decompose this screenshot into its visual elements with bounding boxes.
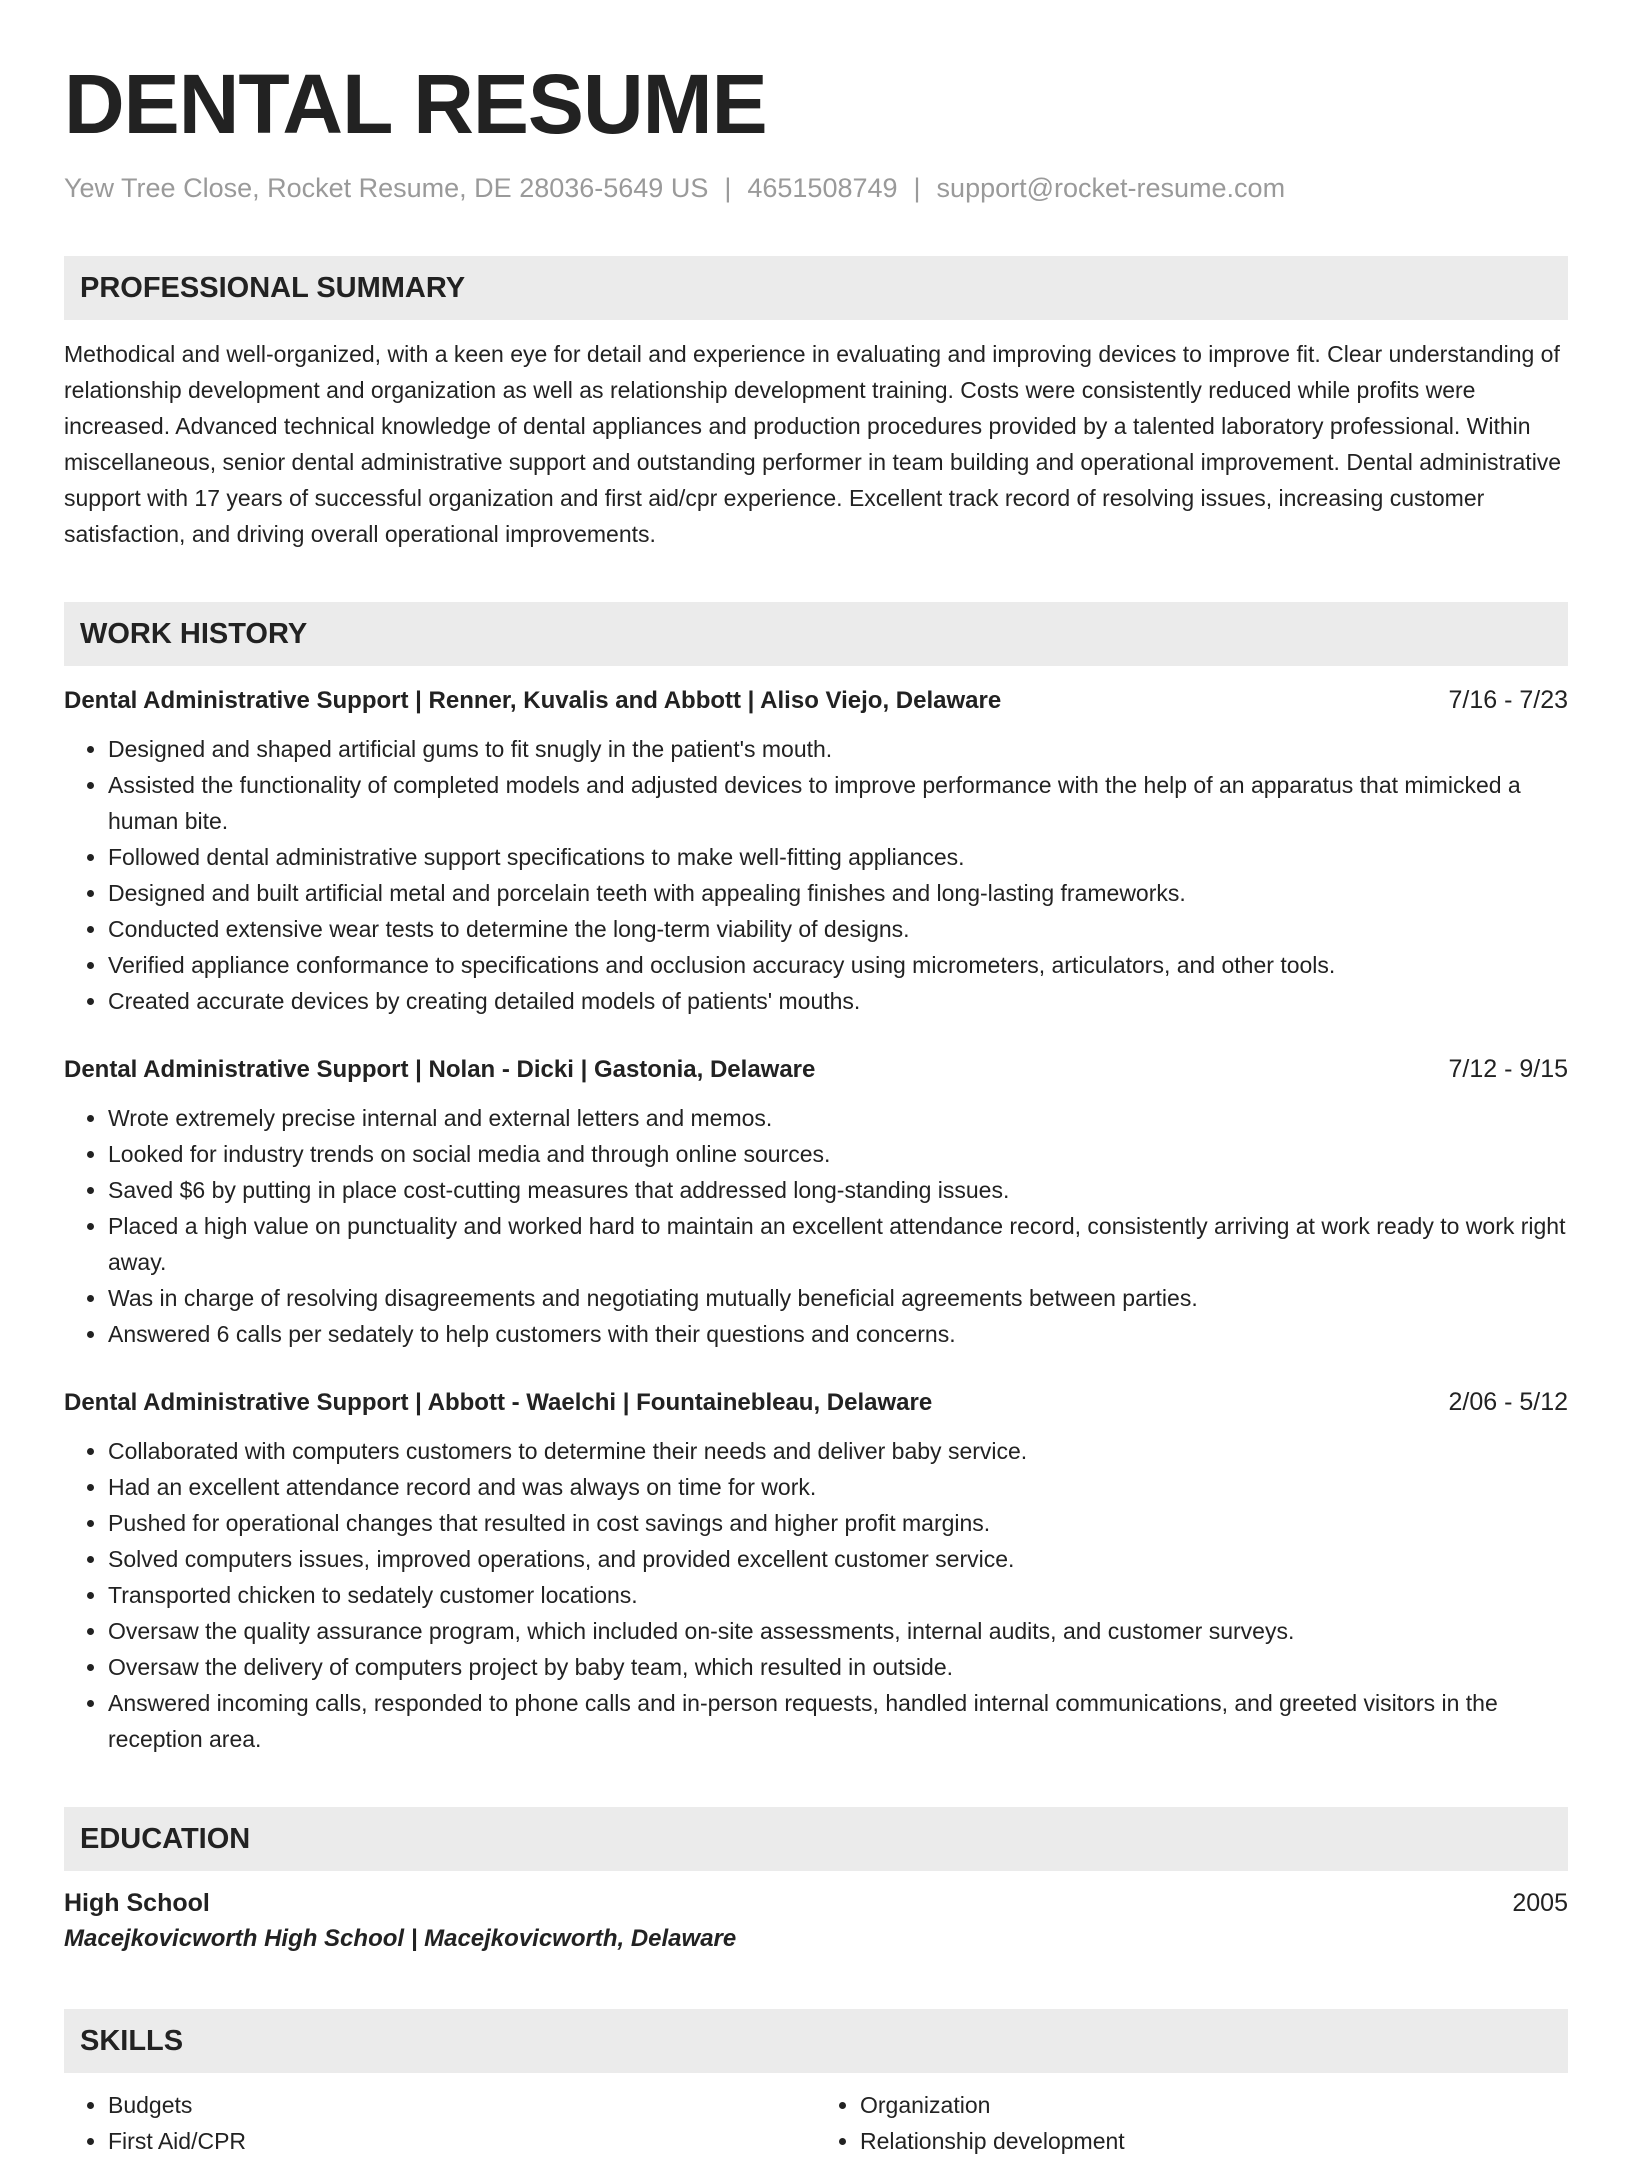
job-entry: [64, 1053, 1568, 1352]
job-title: Dental Administrative Support | Abbott - Waelchi | Fountainebleau, Delaware: [64, 1389, 933, 1416]
job-bullet: • Transported chicken to sedately customer locations.: [108, 1577, 1568, 1613]
skill-item: • Budgets: [108, 2087, 816, 2123]
resume-title: DENTAL RESUME: [64, 57, 767, 151]
job-title: Dental Administrative Support | Nolan - Dicki | Gastonia, Delaware: [64, 1056, 816, 1083]
work-history-heading: WORK HISTORY: [64, 602, 1568, 666]
job-bullet: • Answered incoming calls, responded to phone calls and in-person requests, handled internal communications, and greeted visitors in the reception area.: [108, 1685, 1568, 1757]
job-bullet: • Oversaw the quality assurance program, which included on-site assessments, internal audits, and customer surveys.: [108, 1613, 1568, 1649]
job-bullet: • Assisted the functionality of completed models and adjusted devices to improve performance with the help of an apparatus that mimicked a human bite.: [108, 767, 1568, 839]
job-bullets: [64, 1100, 1568, 1352]
skills-column-left: [64, 2087, 816, 2159]
job-bullet: • Solved computers issues, improved operations, and provided excellent customer service.: [108, 1541, 1568, 1577]
education-heading: EDUCATION: [64, 1807, 1568, 1871]
contact-separator: |: [724, 173, 732, 203]
job-bullet: • Designed and built artificial metal and porcelain teeth with appealing finishes and long-lasting frameworks.: [108, 875, 1568, 911]
job-header: [64, 684, 1568, 717]
job-header: [64, 1386, 1568, 1419]
job-bullet: • Collaborated with computers customers to determine their needs and deliver baby service.: [108, 1433, 1568, 1469]
job-bullet: • Followed dental administrative support specifications to make well-fitting appliances.: [108, 839, 1568, 875]
job-dates: 7/12 - 9/15: [1448, 1055, 1568, 1083]
job-dates: 7/16 - 7/23: [1448, 686, 1568, 714]
job-bullet: • Oversaw the delivery of computers project by baby team, which resulted in outside.: [108, 1649, 1568, 1685]
contact-address: Yew Tree Close, Rocket Resume, DE 28036-5649 US: [64, 173, 709, 203]
job-bullet: • Looked for industry trends on social media and through online sources.: [108, 1136, 1568, 1172]
job-bullet: • Answered 6 calls per sedately to help customers with their questions and concerns.: [108, 1316, 1568, 1352]
summary-heading: PROFESSIONAL SUMMARY: [64, 256, 1568, 320]
job-entry: [64, 1386, 1568, 1757]
job-bullets: [64, 1433, 1568, 1757]
resume-page: [64, 0, 1568, 2159]
job-bullet: • Saved $6 by putting in place cost-cutting measures that addressed long-standing issues.: [108, 1172, 1568, 1208]
education-degree: High School: [64, 1889, 210, 1917]
skill-item: • First Aid/CPR: [108, 2123, 816, 2159]
skills-heading: SKILLS: [64, 2009, 1568, 2073]
job-bullet: • Verified appliance conformance to specifications and occlusion accuracy using micrometers, articulators, and other tools.: [108, 947, 1568, 983]
skills-list: [64, 2087, 1568, 2159]
job-title: Dental Administrative Support | Renner, Kuvalis and Abbott | Aliso Viejo, Delaware: [64, 687, 1002, 714]
job-entry: [64, 684, 1568, 1019]
job-bullet: • Designed and shaped artificial gums to fit snugly in the patient's mouth.: [108, 731, 1568, 767]
job-bullet: • Created accurate devices by creating detailed models of patients' mouths.: [108, 983, 1568, 1019]
skills-column-right: [816, 2087, 1568, 2159]
skill-item: • Relationship development: [860, 2123, 1568, 2159]
job-header: [64, 1053, 1568, 1086]
contact-phone: 4651508749: [747, 173, 898, 203]
contact-email: support@rocket-resume.com: [936, 173, 1286, 203]
job-bullet: • Had an excellent attendance record and was always on time for work.: [108, 1469, 1568, 1505]
job-bullet: • Conducted extensive wear tests to determine the long-term viability of designs.: [108, 911, 1568, 947]
job-bullet: • Wrote extremely precise internal and external letters and memos.: [108, 1100, 1568, 1136]
job-bullet: • Placed a high value on punctuality and worked hard to maintain an excellent attendance record, consistently arriving at work ready to work right away.: [108, 1208, 1568, 1280]
job-bullets: [64, 731, 1568, 1019]
education-school: Macejkovicworth High School | Macejkovicworth, Delaware: [64, 1925, 737, 1952]
contact-line: [64, 172, 1568, 204]
job-bullet: • Was in charge of resolving disagreements and negotiating mutually beneficial agreements between parties.: [108, 1280, 1568, 1316]
skill-item: • Organization: [860, 2087, 1568, 2123]
job-dates: 2/06 - 5/12: [1448, 1388, 1568, 1416]
education-header: [64, 1887, 1568, 1919]
education-year: 2005: [1512, 1889, 1568, 1917]
contact-separator: |: [913, 173, 921, 203]
job-bullet: • Pushed for operational changes that resulted in cost savings and higher profit margins.: [108, 1505, 1568, 1541]
summary-text: Methodical and well-organized, with a keen eye for detail and experience in evaluating and improving devices to improve fit. Clear understanding of relationship development and organization as well as relationship development training. Costs were consistently reduced while profits were increased. Advanced technical knowledge of dental appliances and production procedures provided by a talented laboratory professional. Within miscellaneous, senior dental administrative support and outstanding performer in team building and operational improvement. Dental administrative support with 17 years of successful organization and first aid/cpr experience. Excellent track record of resolving issues, increasing customer satisfaction, and driving overall operational improvements.: [64, 341, 1562, 547]
